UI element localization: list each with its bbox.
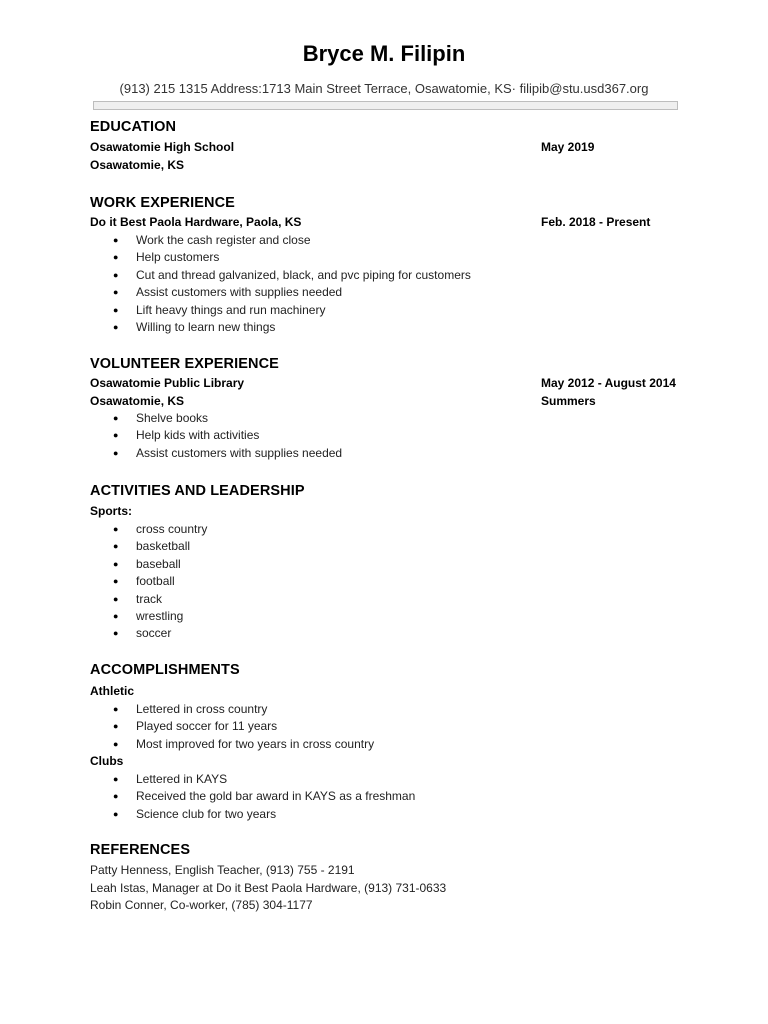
list-item: ● Help kids with activities: [0, 427, 342, 444]
list-item: ● Lift heavy things and run machinery: [0, 302, 471, 319]
references-heading: REFERENCES: [90, 842, 191, 858]
work-bullet-list: [0, 232, 471, 336]
work-employer: Do it Best Paola Hardware, Paola, KS: [90, 215, 302, 229]
volunteer-org: Osawatomie Public Library: [90, 376, 245, 390]
education-date: May 2019: [541, 140, 595, 154]
contact-line: (913) 215 1315 Address:1713 Main Street Terrace, Osawatomie, KS· filipib@stu.usd367.org: [119, 81, 649, 96]
accomplishments-heading: ACCOMPLISHMENTS: [90, 662, 240, 678]
list-item: ● Assist customers with supplies needed: [0, 445, 342, 462]
work-date: Feb. 2018 - Present: [541, 215, 651, 229]
education-location: Osawatomie, KS: [90, 158, 185, 172]
header-divider: [93, 101, 678, 110]
reference-item: Robin Conner, Co-worker, (785) 304-1177: [90, 898, 313, 912]
list-item: ● track: [0, 591, 207, 608]
list-item: ● Science club for two years: [0, 806, 415, 823]
sports-label: Sports:: [90, 504, 132, 518]
list-item: ● cross country: [0, 521, 207, 538]
list-item: ● Lettered in cross country: [0, 701, 374, 718]
list-item: ● Assist customers with supplies needed: [0, 284, 471, 301]
work-heading: WORK EXPERIENCE: [90, 195, 235, 211]
list-item: ● soccer: [0, 625, 207, 642]
volunteer-period: Summers: [541, 394, 596, 408]
volunteer-date: May 2012 - August 2014: [541, 376, 676, 390]
list-item: ● Received the gold bar award in KAYS as a freshman: [0, 788, 415, 805]
education-heading: EDUCATION: [90, 119, 177, 135]
athletic-label: Athletic: [90, 684, 135, 698]
athletic-bullet-list: [0, 701, 374, 753]
list-item: ● basketball: [0, 538, 207, 555]
list-item: ● wrestling: [0, 608, 207, 625]
list-item: ● Most improved for two years in cross country: [0, 736, 374, 753]
list-item: ● Work the cash register and close: [0, 232, 471, 249]
resume-name: Bryce M. Filipin: [302, 41, 466, 66]
volunteer-heading: VOLUNTEER EXPERIENCE: [90, 356, 279, 372]
reference-item: Leah Istas, Manager at Do it Best Paola Hardware, (913) 731-0633: [90, 881, 447, 895]
list-item: ● baseball: [0, 556, 207, 573]
volunteer-bullet-list: [0, 410, 342, 462]
clubs-bullet-list: [0, 771, 415, 823]
list-item: ● Lettered in KAYS: [0, 771, 415, 788]
sports-bullet-list: [0, 521, 207, 643]
list-item: ● Cut and thread galvanized, black, and pvc piping for customers: [0, 267, 471, 284]
list-item: ● Shelve books: [0, 410, 342, 427]
reference-item: Patty Henness, English Teacher, (913) 755 - 2191: [90, 863, 355, 877]
volunteer-location: Osawatomie, KS: [90, 394, 185, 408]
activities-heading: ACTIVITIES AND LEADERSHIP: [90, 483, 305, 499]
list-item: ● football: [0, 573, 207, 590]
list-item: ● Willing to learn new things: [0, 319, 471, 336]
list-item: ● Help customers: [0, 249, 471, 266]
education-school: Osawatomie High School: [90, 140, 235, 154]
list-item: ● Played soccer for 11 years: [0, 718, 374, 735]
clubs-label: Clubs: [90, 754, 124, 768]
